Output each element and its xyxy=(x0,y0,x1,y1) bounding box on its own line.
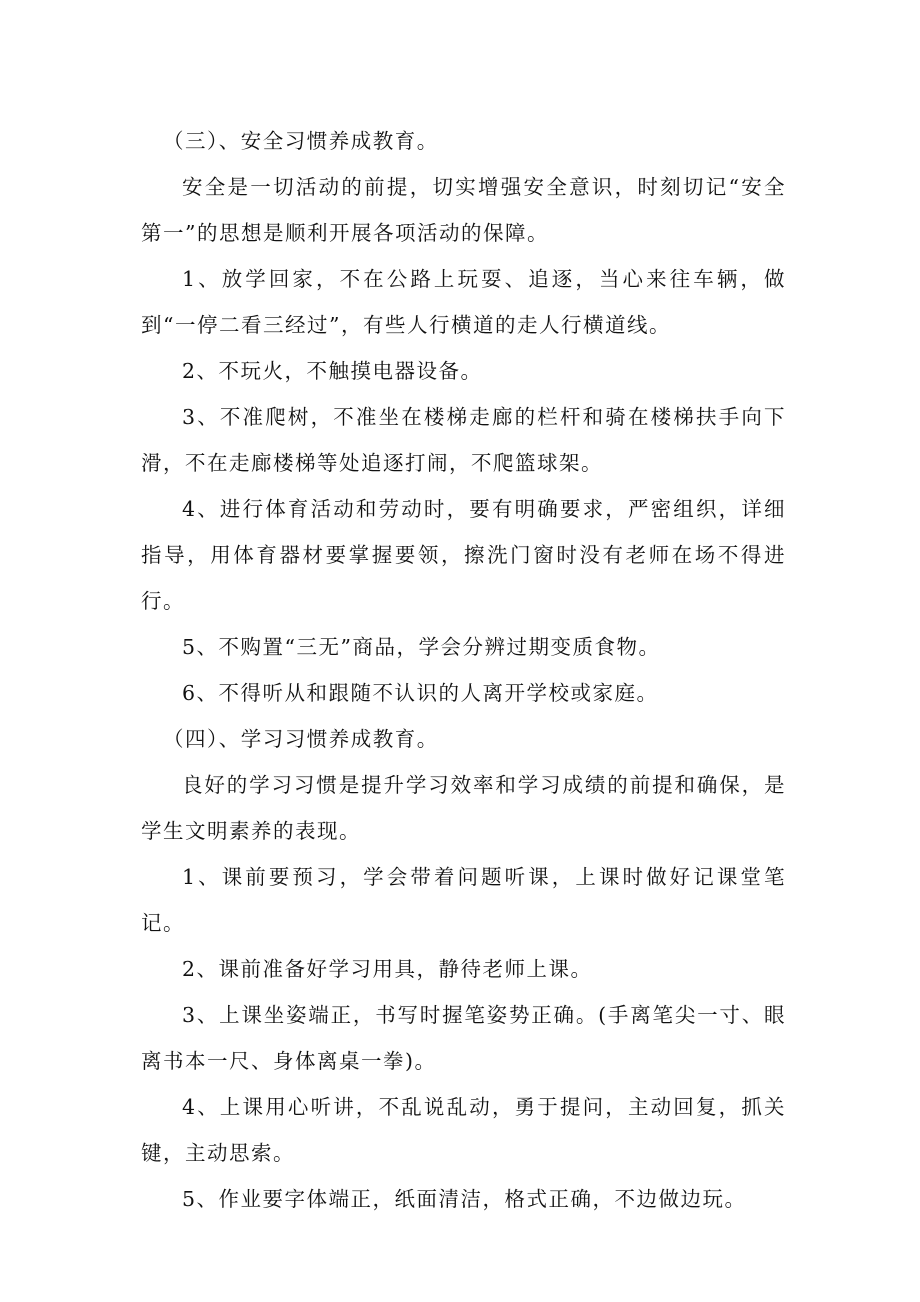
list-item-safety-5: 5、不购置“三无”商品，学会分辨过期变质食物。 xyxy=(182,635,661,659)
list-item-safety-2: 2、不玩火，不触摸电器设备。 xyxy=(182,359,483,383)
list-item-safety-1: 1、放学回家，不在公路上玩耍、追逐，当心来往车辆，做到“一停二看三经过”，有些人行横道的走人行横道线。 xyxy=(141,267,786,337)
list-item-study-4: 4、上课用心听讲，不乱说乱动，勇于提问，主动回复，抓关键，主动思索。 xyxy=(141,1095,786,1165)
list-item-study-5: 5、作业要字体端正，纸面清洁，格式正确，不边做边玩。 xyxy=(182,1187,747,1211)
document-body xyxy=(141,118,786,1222)
section-heading-study: （四）、学习习惯养成教育。 xyxy=(163,727,439,751)
list-item-safety-4: 4、进行体育活动和劳动时，要有明确要求，严密组织，详细指导，用体育器材要掌握要领，擦洗门窗时没有老师在场不得进行。 xyxy=(141,497,786,613)
list-item-study-3: 3、上课坐姿端正，书写时握笔姿势正确。(手离笔尖一寸、眼离书本一尺、身体离桌一拳)。 xyxy=(141,1003,786,1073)
list-item-safety-3: 3、不准爬树，不准坐在楼梯走廊的栏杆和骑在楼梯扶手向下滑，不在走廊楼梯等处追逐打闹，不爬篮球架。 xyxy=(141,405,786,475)
list-item-study-1: 1、课前要预习，学会带着问题听课，上课时做好记课堂笔记。 xyxy=(141,865,786,935)
paragraph-safety-intro: 安全是一切活动的前提，切实增强安全意识，时刻切记“安全第一”的思想是顺利开展各项活动的保障。 xyxy=(141,175,786,245)
paragraph-study-intro: 良好的学习习惯是提升学习效率和学习成绩的前提和确保，是学生文明素养的表现。 xyxy=(141,773,786,843)
section-heading-safety: （三）、安全习惯养成教育。 xyxy=(163,129,439,153)
list-item-safety-6: 6、不得听从和跟随不认识的人离开学校或家庭。 xyxy=(182,681,659,705)
list-item-study-2: 2、课前准备好学习用具，静待老师上课。 xyxy=(182,957,593,981)
